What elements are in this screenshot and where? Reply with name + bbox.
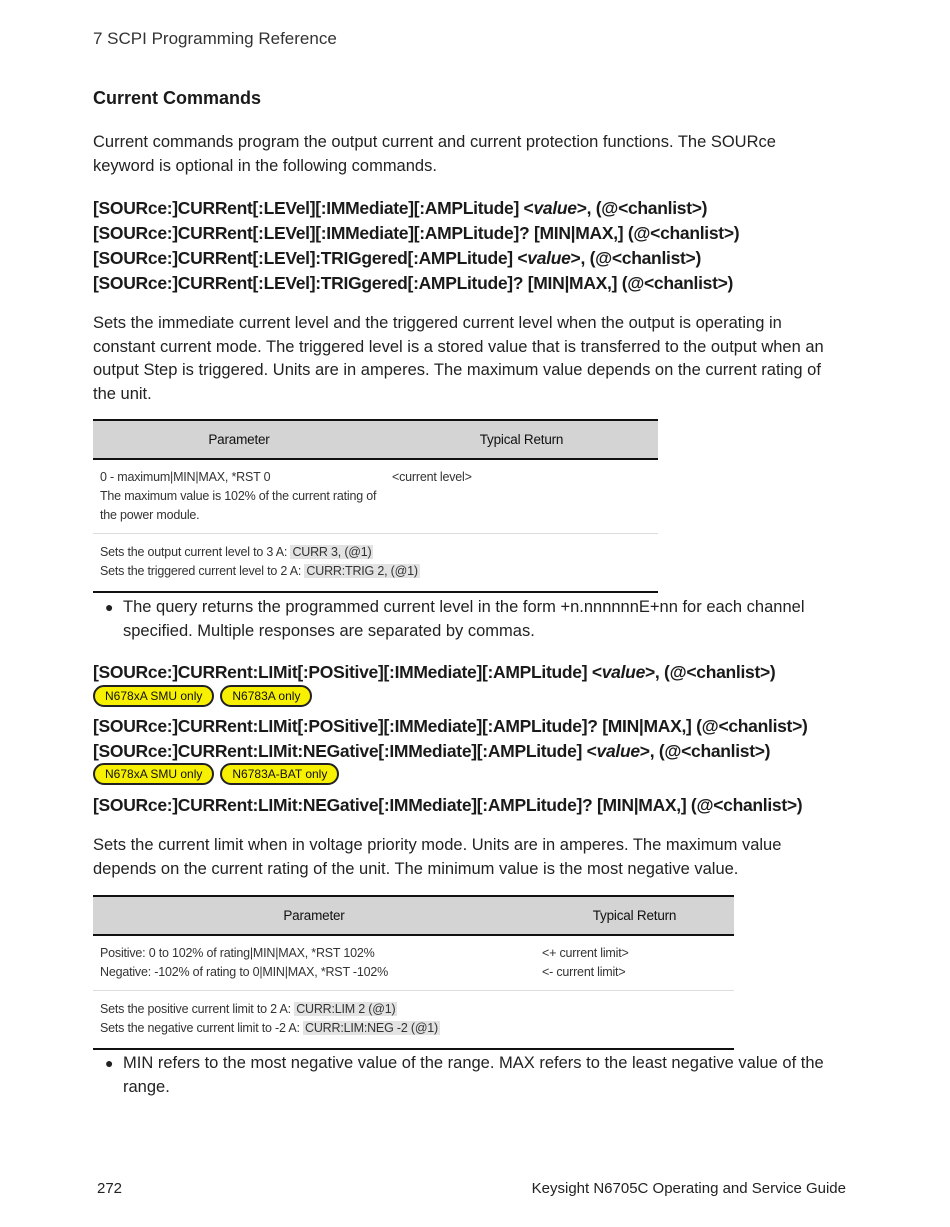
column-header-typical-return: Typical Return [385,420,658,459]
model-badges [93,685,312,707]
parameter-cell: Positive: 0 to 102% of rating|MIN|MAX, *RST 102% Negative: -102% of rating to 0|MIN|MAX, *RST -102% [100,946,389,979]
page-number: 272 [97,1180,123,1197]
example-cell: Sets the output current level to 3 A: CURR 3, (@1) Sets the triggered current level to 2 A: CURR:TRIG 2, (@1) [93,534,658,593]
bullet-icon: ● [105,599,114,615]
list-item: ● MIN refers to the most negative value of the range. MAX refers to the least negative value of the range. [105,1054,824,1096]
list-item: ● The query returns the programmed current level in the form +n.nnnnnnE+nn for each channel specified. Multiple responses are separated by commas. [105,598,805,640]
parameter-table-2 [93,895,734,1050]
command-syntax: [SOURce:]CURRent[:LEVel][:IMMediate][:AMPLitude]? [MIN|MAX,] (@<chanlist>) [93,223,740,243]
column-header-parameter: Parameter [93,896,535,935]
section-intro: Current commands program the output current and current protection functions. The SOURce keyword is optional in the following commands. [93,133,776,175]
command-syntax: [SOURce:]CURRent:LIMit:NEGative[:IMMediate][:AMPLitude]? [MIN|MAX,] (@<chanlist>) [93,795,803,815]
return-cell: <current level> [392,470,472,484]
table-row [93,459,658,534]
example-code: CURR:LIM 2 (@1) [296,1002,396,1016]
column-header-parameter: Parameter [93,420,385,459]
column-header-typical-return: Typical Return [535,896,734,935]
command-syntax: [SOURce:]CURRent[:LEVel]:TRIGgered[:AMPLitude] <value>, (@<chanlist>) [93,248,701,268]
command-syntax: [SOURce:]CURRent[:LEVel]:TRIGgered[:AMPLitude]? [MIN|MAX,] (@<chanlist>) [93,273,734,293]
bullet-icon: ● [105,1055,114,1071]
parameter-cell: 0 - maximum|MIN|MAX, *RST 0 The maximum value is 102% of the current rating of the power module. [100,470,377,522]
command-syntax: [SOURce:]CURRent[:LEVel][:IMMediate][:AMPLitude] <value>, (@<chanlist>) [93,198,708,218]
chapter-heading: 7 SCPI Programming Reference [93,29,337,48]
command-syntax: [SOURce:]CURRent:LIMit[:POSitive][:IMMediate][:AMPLitude]? [MIN|MAX,] (@<chanlist>) [93,716,808,736]
command-syntax: [SOURce:]CURRent:LIMit:NEGative[:IMMediate][:AMPLitude] <value>, (@<chanlist>) [93,741,771,761]
return-cell: <+ current limit> <- current limit> [542,946,629,979]
model-badge: N6783A-BAT only [220,763,339,785]
model-badge: N6783A only [220,685,312,707]
command-syntax-group-1 [93,196,739,296]
example-code: CURR 3, (@1) [292,545,372,559]
example-row [93,991,734,1050]
example-row [93,534,658,593]
command-syntax: [SOURce:]CURRent:LIMit[:POSitive][:IMMediate][:AMPLitude] <value>, (@<chanlist>) [93,662,776,682]
command-description: Sets the immediate current level and the triggered current level when the output is operating in constant current mode. The triggered level is a stored value that is transferred to the output when an output Step is triggered. Units are in amperes. The maximum value depends on the current rating of the unit. [93,314,824,403]
example-cell: Sets the positive current limit to 2 A: CURR:LIM 2 (@1) Sets the negative current limit to -2 A: CURR:LIM:NEG -2 (@1) [93,991,734,1050]
command-description: Sets the current limit when in voltage priority mode. Units are in amperes. The maximum value depends on the current rating of the unit. The minimum value is the most negative value. [93,836,782,878]
table-row [93,935,734,991]
model-badges [93,763,339,785]
example-code: CURR:LIM:NEG -2 (@1) [305,1021,439,1035]
guide-title: Keysight N6705C Operating and Service Guide [531,1180,846,1197]
section-title: Current Commands [93,88,262,108]
parameter-table-1 [93,419,658,593]
example-code: CURR:TRIG 2, (@1) [306,564,418,578]
model-badge: N678xA SMU only [93,685,214,707]
model-badge: N678xA SMU only [93,763,214,785]
